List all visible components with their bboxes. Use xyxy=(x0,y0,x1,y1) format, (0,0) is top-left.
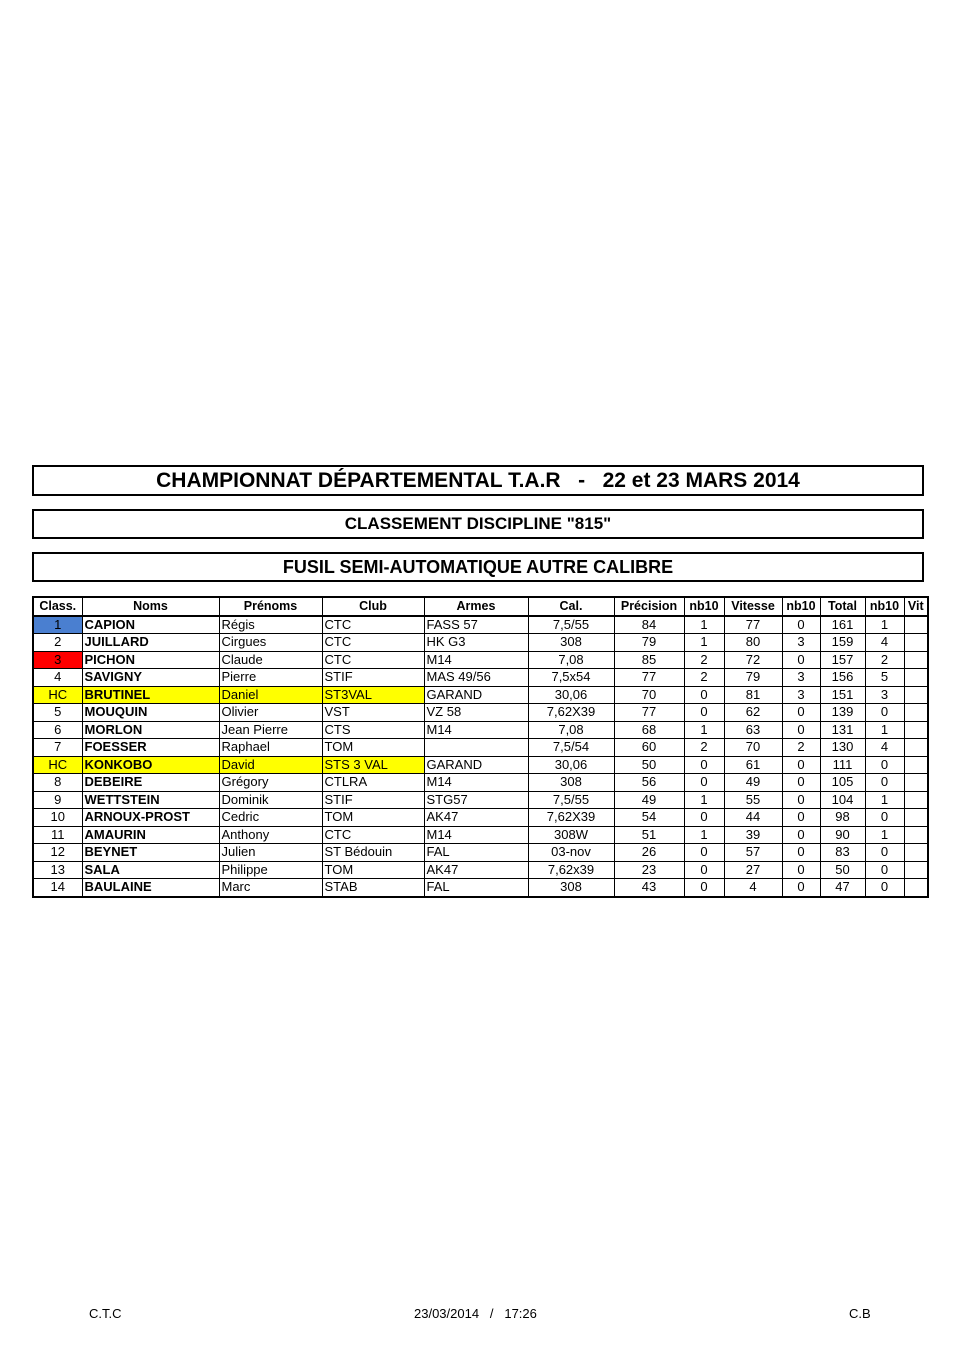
speed-cell: 70 xyxy=(724,739,782,757)
weapon-cell: FAL xyxy=(424,844,528,862)
surname-cell: BEYNET xyxy=(82,844,219,862)
column-header: Cal. xyxy=(528,597,614,616)
surname-cell: CAPION xyxy=(82,616,219,634)
vit-cell xyxy=(904,634,928,652)
vit-cell xyxy=(904,826,928,844)
total-nb10-cell: 0 xyxy=(865,774,904,792)
precision-nb10-cell: 2 xyxy=(684,739,724,757)
rank-cell: 5 xyxy=(33,704,82,722)
surname-cell: BRUTINEL xyxy=(82,686,219,704)
column-header: Prénoms xyxy=(219,597,322,616)
precision-cell: 60 xyxy=(614,739,684,757)
precision-cell: 43 xyxy=(614,879,684,897)
speed-cell: 62 xyxy=(724,704,782,722)
firstname-cell: Cirgues xyxy=(219,634,322,652)
surname-cell: ARNOUX-PROST xyxy=(82,809,219,827)
club-cell: STAB xyxy=(322,879,424,897)
speed-nb10-cell: 0 xyxy=(782,616,820,634)
club-cell: CTC xyxy=(322,826,424,844)
total-cell: 47 xyxy=(820,879,865,897)
speed-nb10-cell: 3 xyxy=(782,686,820,704)
results-table xyxy=(32,596,929,898)
speed-cell: 27 xyxy=(724,861,782,879)
rank-cell: 9 xyxy=(33,791,82,809)
table-row xyxy=(33,721,928,739)
precision-cell: 85 xyxy=(614,651,684,669)
speed-cell: 44 xyxy=(724,809,782,827)
speed-nb10-cell: 0 xyxy=(782,721,820,739)
caliber-cell: 7,62X39 xyxy=(528,809,614,827)
speed-cell: 61 xyxy=(724,756,782,774)
footer-club: C.T.C xyxy=(89,1306,122,1321)
club-cell: STS 3 VAL xyxy=(322,756,424,774)
championship-title: CHAMPIONNAT DÉPARTEMENTAL T.A.R - 22 et 23 MARS 2014 xyxy=(32,465,924,496)
firstname-cell: Régis xyxy=(219,616,322,634)
precision-nb10-cell: 0 xyxy=(684,686,724,704)
surname-cell: WETTSTEIN xyxy=(82,791,219,809)
rank-cell: 2 xyxy=(33,634,82,652)
footer-datetime: 23/03/2014 / 17:26 xyxy=(414,1306,537,1321)
header-row xyxy=(33,597,928,616)
club-cell: CTC xyxy=(322,651,424,669)
precision-cell: 51 xyxy=(614,826,684,844)
surname-cell: JUILLARD xyxy=(82,634,219,652)
table-row xyxy=(33,686,928,704)
column-header: Club xyxy=(322,597,424,616)
precision-cell: 70 xyxy=(614,686,684,704)
surname-cell: KONKOBO xyxy=(82,756,219,774)
firstname-cell: Jean Pierre xyxy=(219,721,322,739)
weapon-cell: VZ 58 xyxy=(424,704,528,722)
vit-cell xyxy=(904,686,928,704)
precision-cell: 56 xyxy=(614,774,684,792)
caliber-cell: 308W xyxy=(528,826,614,844)
precision-nb10-cell: 1 xyxy=(684,791,724,809)
firstname-cell: Anthony xyxy=(219,826,322,844)
club-cell: STIF xyxy=(322,669,424,687)
precision-nb10-cell: 2 xyxy=(684,651,724,669)
column-header: nb10 xyxy=(684,597,724,616)
vit-cell xyxy=(904,616,928,634)
precision-nb10-cell: 0 xyxy=(684,861,724,879)
weapon-cell: FASS 57 xyxy=(424,616,528,634)
table-row xyxy=(33,651,928,669)
total-cell: 157 xyxy=(820,651,865,669)
weapon-cell: AK47 xyxy=(424,861,528,879)
precision-nb10-cell: 1 xyxy=(684,826,724,844)
speed-nb10-cell: 0 xyxy=(782,861,820,879)
total-nb10-cell: 2 xyxy=(865,651,904,669)
weapon-cell: M14 xyxy=(424,651,528,669)
total-cell: 98 xyxy=(820,809,865,827)
precision-nb10-cell: 0 xyxy=(684,809,724,827)
total-cell: 50 xyxy=(820,861,865,879)
vit-cell xyxy=(904,651,928,669)
total-nb10-cell: 4 xyxy=(865,634,904,652)
firstname-cell: Grégory xyxy=(219,774,322,792)
surname-cell: PICHON xyxy=(82,651,219,669)
speed-cell: 49 xyxy=(724,774,782,792)
table-row xyxy=(33,861,928,879)
total-nb10-cell: 1 xyxy=(865,826,904,844)
table-row xyxy=(33,879,928,897)
total-cell: 130 xyxy=(820,739,865,757)
total-cell: 131 xyxy=(820,721,865,739)
weapon-cell: GARAND xyxy=(424,686,528,704)
total-cell: 105 xyxy=(820,774,865,792)
caliber-cell: 7,62x39 xyxy=(528,861,614,879)
caliber-cell: 30,06 xyxy=(528,686,614,704)
column-header: Armes xyxy=(424,597,528,616)
club-cell: CTC xyxy=(322,634,424,652)
rank-cell: HC xyxy=(33,686,82,704)
column-header: Noms xyxy=(82,597,219,616)
surname-cell: MORLON xyxy=(82,721,219,739)
table-row xyxy=(33,774,928,792)
speed-cell: 77 xyxy=(724,616,782,634)
precision-nb10-cell: 0 xyxy=(684,704,724,722)
category-title: FUSIL SEMI-AUTOMATIQUE AUTRE CALIBRE xyxy=(32,552,924,582)
column-header: Vitesse xyxy=(724,597,782,616)
club-cell: TOM xyxy=(322,809,424,827)
caliber-cell: 308 xyxy=(528,774,614,792)
vit-cell xyxy=(904,721,928,739)
total-nb10-cell: 0 xyxy=(865,879,904,897)
vit-cell xyxy=(904,791,928,809)
total-cell: 159 xyxy=(820,634,865,652)
total-nb10-cell: 0 xyxy=(865,844,904,862)
total-cell: 151 xyxy=(820,686,865,704)
table-row xyxy=(33,616,928,634)
speed-nb10-cell: 2 xyxy=(782,739,820,757)
club-cell: CTC xyxy=(322,616,424,634)
club-cell: CTLRA xyxy=(322,774,424,792)
vit-cell xyxy=(904,704,928,722)
caliber-cell: 7,5x54 xyxy=(528,669,614,687)
caliber-cell: 30,06 xyxy=(528,756,614,774)
firstname-cell: Claude xyxy=(219,651,322,669)
firstname-cell: Dominik xyxy=(219,791,322,809)
precision-cell: 26 xyxy=(614,844,684,862)
precision-cell: 77 xyxy=(614,704,684,722)
precision-cell: 49 xyxy=(614,791,684,809)
precision-nb10-cell: 0 xyxy=(684,774,724,792)
footer-initials: C.B xyxy=(849,1306,871,1321)
vit-cell xyxy=(904,756,928,774)
surname-cell: BAULAINE xyxy=(82,879,219,897)
table-row xyxy=(33,739,928,757)
surname-cell: AMAURIN xyxy=(82,826,219,844)
rank-cell: 7 xyxy=(33,739,82,757)
speed-cell: 72 xyxy=(724,651,782,669)
precision-cell: 50 xyxy=(614,756,684,774)
weapon-cell: HK G3 xyxy=(424,634,528,652)
table-row xyxy=(33,756,928,774)
weapon-cell: STG57 xyxy=(424,791,528,809)
speed-nb10-cell: 0 xyxy=(782,809,820,827)
rank-cell: 10 xyxy=(33,809,82,827)
precision-nb10-cell: 1 xyxy=(684,634,724,652)
column-header: nb10 xyxy=(782,597,820,616)
caliber-cell: 03-nov xyxy=(528,844,614,862)
caliber-cell: 7,08 xyxy=(528,651,614,669)
total-cell: 90 xyxy=(820,826,865,844)
firstname-cell: Philippe xyxy=(219,861,322,879)
precision-cell: 23 xyxy=(614,861,684,879)
club-cell: TOM xyxy=(322,739,424,757)
total-nb10-cell: 4 xyxy=(865,739,904,757)
total-nb10-cell: 0 xyxy=(865,861,904,879)
table-row xyxy=(33,809,928,827)
speed-cell: 4 xyxy=(724,879,782,897)
total-cell: 139 xyxy=(820,704,865,722)
table-row xyxy=(33,634,928,652)
precision-cell: 68 xyxy=(614,721,684,739)
rank-cell: 3 xyxy=(33,651,82,669)
discipline-title: CLASSEMENT DISCIPLINE "815" xyxy=(32,509,924,539)
speed-nb10-cell: 0 xyxy=(782,774,820,792)
club-cell: VST xyxy=(322,704,424,722)
column-header: nb10 xyxy=(865,597,904,616)
surname-cell: MOUQUIN xyxy=(82,704,219,722)
club-cell: ST3VAL xyxy=(322,686,424,704)
total-cell: 111 xyxy=(820,756,865,774)
firstname-cell: Julien xyxy=(219,844,322,862)
rank-cell: HC xyxy=(33,756,82,774)
speed-nb10-cell: 0 xyxy=(782,756,820,774)
precision-nb10-cell: 0 xyxy=(684,756,724,774)
vit-cell xyxy=(904,669,928,687)
weapon-cell: M14 xyxy=(424,774,528,792)
weapon-cell: M14 xyxy=(424,721,528,739)
surname-cell: DEBEIRE xyxy=(82,774,219,792)
speed-cell: 80 xyxy=(724,634,782,652)
vit-cell xyxy=(904,844,928,862)
firstname-cell: Marc xyxy=(219,879,322,897)
caliber-cell: 308 xyxy=(528,634,614,652)
precision-nb10-cell: 1 xyxy=(684,721,724,739)
caliber-cell: 7,08 xyxy=(528,721,614,739)
surname-cell: SALA xyxy=(82,861,219,879)
rank-cell: 8 xyxy=(33,774,82,792)
speed-nb10-cell: 0 xyxy=(782,704,820,722)
precision-nb10-cell: 1 xyxy=(684,616,724,634)
surname-cell: FOESSER xyxy=(82,739,219,757)
weapon-cell: FAL xyxy=(424,879,528,897)
table-row xyxy=(33,704,928,722)
table-row xyxy=(33,791,928,809)
rank-cell: 1 xyxy=(33,616,82,634)
speed-nb10-cell: 0 xyxy=(782,879,820,897)
speed-nb10-cell: 0 xyxy=(782,791,820,809)
total-nb10-cell: 0 xyxy=(865,756,904,774)
surname-cell: SAVIGNY xyxy=(82,669,219,687)
firstname-cell: Raphael xyxy=(219,739,322,757)
total-nb10-cell: 1 xyxy=(865,721,904,739)
speed-nb10-cell: 3 xyxy=(782,634,820,652)
total-nb10-cell: 1 xyxy=(865,616,904,634)
vit-cell xyxy=(904,879,928,897)
caliber-cell: 7,5/55 xyxy=(528,791,614,809)
total-cell: 104 xyxy=(820,791,865,809)
speed-nb10-cell: 0 xyxy=(782,651,820,669)
club-cell: ST Bédouin xyxy=(322,844,424,862)
speed-cell: 55 xyxy=(724,791,782,809)
caliber-cell: 7,62X39 xyxy=(528,704,614,722)
firstname-cell: Pierre xyxy=(219,669,322,687)
column-header: Total xyxy=(820,597,865,616)
precision-cell: 77 xyxy=(614,669,684,687)
weapon-cell: MAS 49/56 xyxy=(424,669,528,687)
total-nb10-cell: 5 xyxy=(865,669,904,687)
column-header: Vit xyxy=(904,597,928,616)
firstname-cell: Daniel xyxy=(219,686,322,704)
speed-cell: 63 xyxy=(724,721,782,739)
rank-cell: 12 xyxy=(33,844,82,862)
rank-cell: 11 xyxy=(33,826,82,844)
table-row xyxy=(33,844,928,862)
club-cell: TOM xyxy=(322,861,424,879)
vit-cell xyxy=(904,861,928,879)
weapon-cell: M14 xyxy=(424,826,528,844)
table-row xyxy=(33,669,928,687)
vit-cell xyxy=(904,739,928,757)
firstname-cell: Cedric xyxy=(219,809,322,827)
results-body xyxy=(33,616,928,897)
speed-cell: 81 xyxy=(724,686,782,704)
rank-cell: 6 xyxy=(33,721,82,739)
vit-cell xyxy=(904,774,928,792)
column-header: Précision xyxy=(614,597,684,616)
rank-cell: 14 xyxy=(33,879,82,897)
precision-nb10-cell: 0 xyxy=(684,879,724,897)
precision-cell: 54 xyxy=(614,809,684,827)
column-header: Class. xyxy=(33,597,82,616)
total-nb10-cell: 0 xyxy=(865,809,904,827)
firstname-cell: David xyxy=(219,756,322,774)
firstname-cell: Olivier xyxy=(219,704,322,722)
club-cell: STIF xyxy=(322,791,424,809)
club-cell: CTS xyxy=(322,721,424,739)
total-nb10-cell: 3 xyxy=(865,686,904,704)
rank-cell: 13 xyxy=(33,861,82,879)
caliber-cell: 308 xyxy=(528,879,614,897)
weapon-cell xyxy=(424,739,528,757)
speed-cell: 39 xyxy=(724,826,782,844)
rank-cell: 4 xyxy=(33,669,82,687)
vit-cell xyxy=(904,809,928,827)
total-nb10-cell: 0 xyxy=(865,704,904,722)
speed-nb10-cell: 0 xyxy=(782,844,820,862)
table-row xyxy=(33,826,928,844)
caliber-cell: 7,5/54 xyxy=(528,739,614,757)
precision-cell: 79 xyxy=(614,634,684,652)
speed-nb10-cell: 0 xyxy=(782,826,820,844)
speed-cell: 79 xyxy=(724,669,782,687)
total-cell: 156 xyxy=(820,669,865,687)
precision-nb10-cell: 0 xyxy=(684,844,724,862)
precision-nb10-cell: 2 xyxy=(684,669,724,687)
precision-cell: 84 xyxy=(614,616,684,634)
speed-cell: 57 xyxy=(724,844,782,862)
weapon-cell: AK47 xyxy=(424,809,528,827)
weapon-cell: GARAND xyxy=(424,756,528,774)
total-cell: 83 xyxy=(820,844,865,862)
total-nb10-cell: 1 xyxy=(865,791,904,809)
speed-nb10-cell: 3 xyxy=(782,669,820,687)
caliber-cell: 7,5/55 xyxy=(528,616,614,634)
total-cell: 161 xyxy=(820,616,865,634)
